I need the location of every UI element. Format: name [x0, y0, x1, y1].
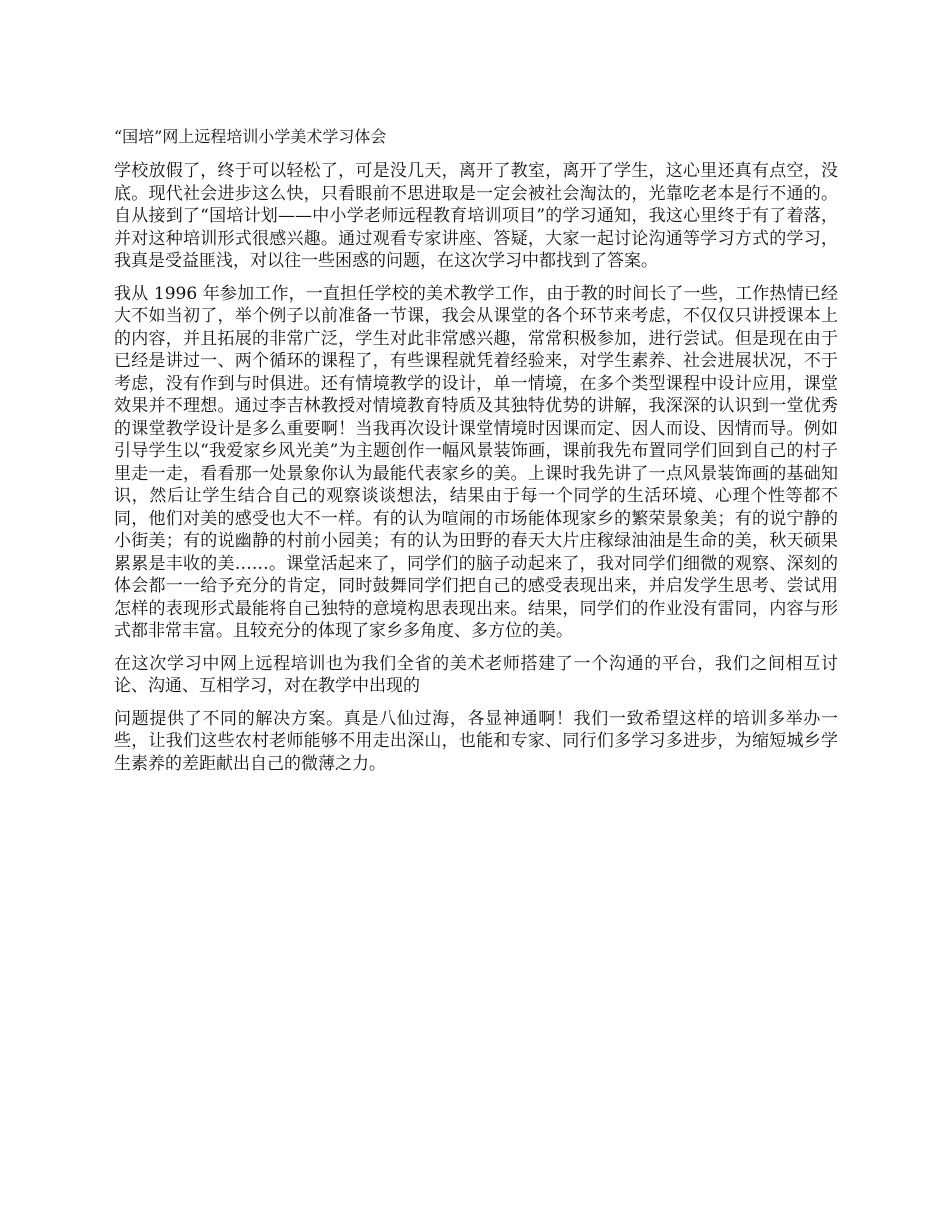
paragraph-3: 在这次学习中网上远程培训也为我们全省的美术老师搭建了一个沟通的平台，我们之间相互讨论、沟通、互相学习，对在教学中出现的	[114, 653, 838, 696]
document-title: “国培”网上远程培训小学美术学习体会	[114, 127, 387, 146]
document-body	[114, 126, 838, 785]
paragraph-1: 学校放假了，终于可以轻松了，可是没几天，离开了教室，离开了学生，这心里还真有点空，没底。现代社会进步这么快，只看眼前不思进取是一定会被社会淘汰的，光靠吃老本是行不通的。自从接到了“国培计划——中小学老师远程教育培训项目”的学习通知，我这心里终于有了着落，并对这种培训形式很感兴趣。通过观看专家讲座、答疑，大家一起讨论沟通等学习方式的学习，我真是受益匪浅，对以往一些困惑的问题，在这次学习中都找到了答案。	[114, 161, 838, 271]
paragraph-2: 我从 1996 年参加工作，一直担任学校的美术教学工作，由于教的时间长了一些，工作热情已经大不如当初了，举个例子以前准备一节课，我会从课堂的各个环节来考虑，不仅仅只讲授课本上的内容，并且拓展的非常广泛，学生对此非常感兴趣，常常积极参加，进行尝试。但是现在由于已经是讲过一、两个循环的课程了，有些课程就凭着经验来，对学生素养、社会进展状况，不于考虑，没有作到与时俱进。还有情境教学的设计，单一情境，在多个类型课程中设计应用，课堂效果并不理想。通过李吉林教授对情境教育特质及其独特优势的讲解，我深深的认识到一堂优秀的课堂教学设计是多么重要啊！当我再次设计课堂情境时因课而定、因人而设、因情而导。例如引导学生以“我爱家乡风光美”为主题创作一幅风景装饰画，课前我先布置同学们回到自己的村子里走一走，看看那一处景象你认为最能代表家乡的美。上课时我先讲了一点风景装饰画的基础知识，然后让学生结合自己的观察谈谈想法，结果由于每一个同学的生活环境、心理个性等都不同，他们对美的感受也大不一样。有的认为喧闹的市场能体现家乡的繁荣景象美；有的说宁静的小街美；有的说幽静的村前小园美；有的认为田野的春天大片庄稼绿油油是生命的美，秋天硕果累累是丰收的美……。课堂活起来了，同学们的脑子动起来了，我对同学们细微的观察、深刻的体会都一一给予充分的肯定，同时鼓舞同学们把自己的感受表现出来，并启发学生思考、尝试用怎样的表现形式最能将自己独特的意境构思表现出来。结果，同学们的作业没有雷同，内容与形式都非常丰富。且较充分的体现了家乡多角度、多方位的美。	[114, 283, 838, 641]
paragraph-4: 问题提供了不同的解决方案。真是八仙过海，各显神通啊！我们一致希望这样的培训多举办一些，让我们这些农村老师能够不用走出深山，也能和专家、同行们多学习多进步，为缩短城乡学生素养的差距献出自己的微薄之力。	[114, 708, 838, 774]
